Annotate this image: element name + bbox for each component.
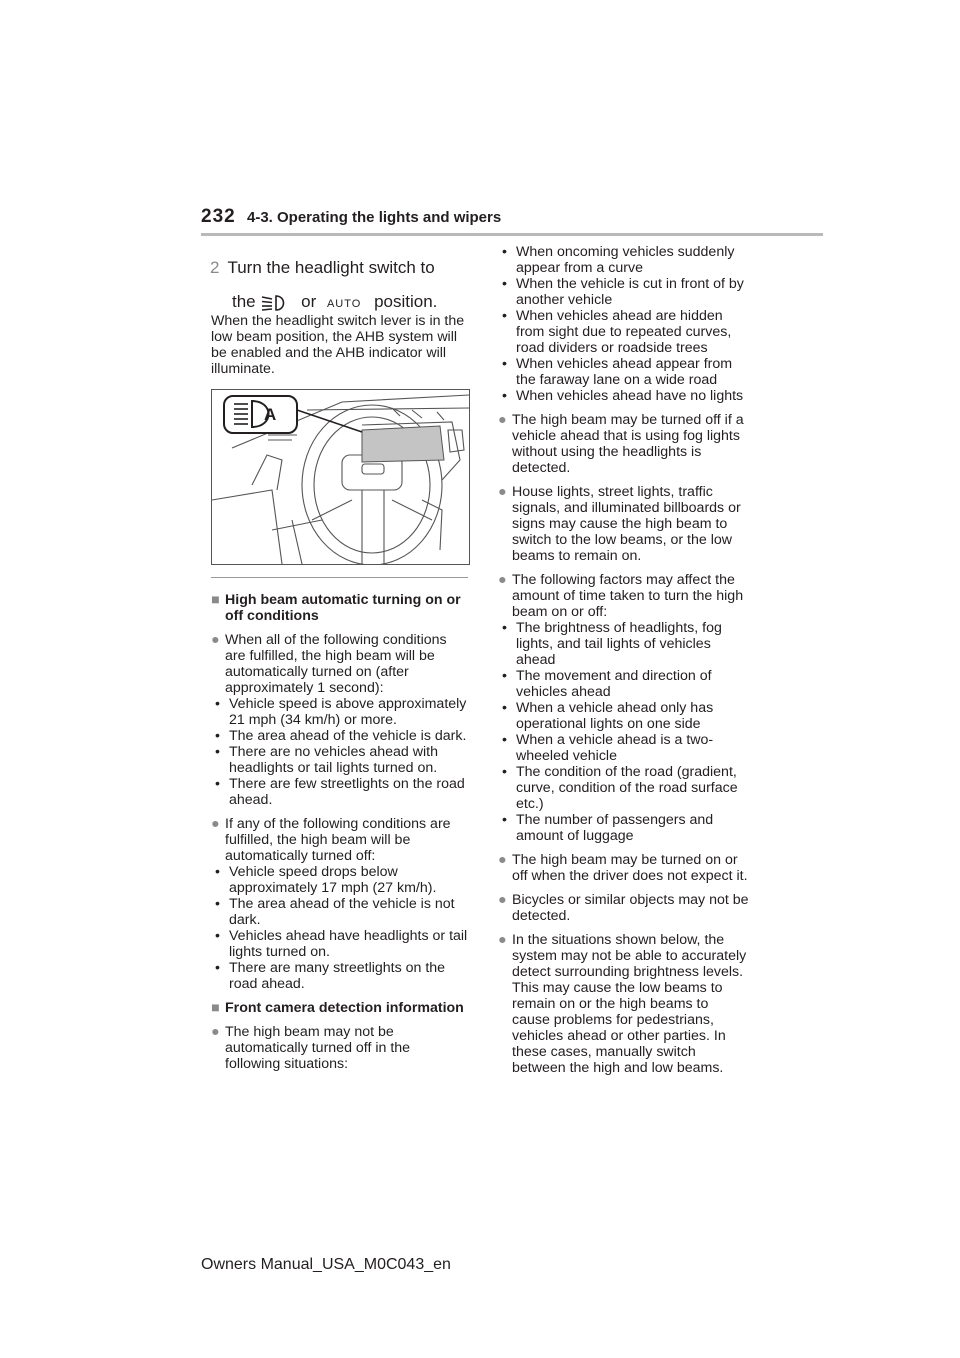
list-item: • There are few streetlights on the road ahead. <box>215 776 465 808</box>
step-text: Turn the headlight switch to <box>227 258 435 277</box>
list-item: • When oncoming vehicles suddenly appear from a curve <box>502 244 735 276</box>
list-item-text: There are many streetlights on the road ahead. <box>229 960 446 992</box>
list-item: • Vehicles ahead have headlights or tail lights turned on. <box>215 928 468 960</box>
step-position: position. <box>374 292 438 311</box>
list-item-text: When vehicles ahead appear from the faraway lane on a wide road <box>516 356 733 388</box>
list-item: • The condition of the road (gradient, curve, condition of the road surface etc.) <box>502 764 738 812</box>
list-item: • When a vehicle ahead is a two-wheeled vehicle <box>502 732 714 764</box>
bullet-situations: ● In the situations shown below, the system may not be able to accurately detect surrounding brightness levels. This may cause the low beams to remain on or the high beams to cause problems for pedestrians, vehicles ahead or other parties. In these cases, manually switch between the high and low beams. <box>498 932 747 1076</box>
list-item-text: Vehicle speed is above approximately 21 mph (34 km/h) or more. <box>229 696 467 728</box>
list-item-text: When oncoming vehicles suddenly appear from a curve <box>516 244 735 276</box>
bullet-factors: ● The following factors may affect the amount of time taken to turn the high beam on or off: <box>498 572 744 620</box>
bullet-text: When all of the following conditions are fulfilled, the high beam will be automatically turned on (after approximately 1 second): <box>225 632 447 696</box>
list-item-text: When a vehicle ahead is a two-wheeled vehicle <box>516 732 714 764</box>
list-item-text: The condition of the road (gradient, curve, condition of the road surface etc.) <box>516 764 738 812</box>
list-item: • There are many streetlights on the road ahead. <box>215 960 446 992</box>
list-item: • The number of passengers and amount of luggage <box>502 812 714 844</box>
list-item-text: There are no vehicles ahead with headlights or tail lights turned on. <box>229 744 438 776</box>
bullet-text: The high beam may not be automatically turned off in the following situations: <box>225 1024 411 1072</box>
bullet-text: The high beam may be turned off if a vehicle ahead that is using fog lights without using the headlights is detected. <box>512 412 744 476</box>
left-column <box>211 584 469 1072</box>
list-item: • Vehicle speed is above approximately 21 mph (34 km/h) or more. <box>215 696 467 728</box>
list-item: • The area ahead of the vehicle is dark. <box>215 728 467 744</box>
bullet-driver-expect: ● The high beam may be turned on or off when the driver does not expect it. <box>498 852 748 884</box>
list-item: • The area ahead of the vehicle is not dark. <box>215 896 455 928</box>
step-number: 2 <box>210 258 220 277</box>
list-item-text: The number of passengers and amount of luggage <box>516 812 714 844</box>
dashboard-illustration <box>211 389 470 565</box>
list-item-text: When the vehicle is cut in front of by another vehicle <box>516 276 744 308</box>
list-item: • There are no vehicles ahead with headlights or tail lights turned on. <box>215 744 438 776</box>
list-item: • The movement and direction of vehicles ahead <box>502 668 712 700</box>
list-item-text: The movement and direction of vehicles ahead <box>516 668 712 700</box>
right-column <box>498 244 750 1076</box>
low-beam-icon <box>260 294 290 312</box>
step-or: or <box>301 292 317 311</box>
callout-label: A <box>264 405 277 424</box>
list-item-text: The brightness of headlights, fog lights, and tail lights of vehicles ahead <box>516 620 722 668</box>
heading-text: Front camera detection information <box>225 1000 464 1016</box>
list-item-text: When vehicles ahead have no lights <box>516 388 744 404</box>
heading-text: High beam automatic turning on or off conditions <box>225 592 461 624</box>
bullet-turn-on: ● When all of the following conditions are fulfilled, the high beam will be automatically turned on (after approximately 1 second): <box>211 632 447 696</box>
list-item-text: When vehicles ahead are hidden from sight due to repeated curves, road dividers or roadside trees <box>516 308 732 356</box>
footer-manual-id: Owners Manual_USA_M0C043_en <box>201 1256 451 1273</box>
page-number: 232 <box>201 206 236 227</box>
bullet-text: If any of the following conditions are fulfilled, the high beam will be automatically turned off: <box>225 816 451 864</box>
bullet-text: Bicycles or similar objects may not be detected. <box>512 892 749 924</box>
section-title: 4-3. Operating the lights and wipers <box>247 209 502 226</box>
list-item: • Vehicle speed drops below approximately 17 mph (27 km/h). <box>215 864 437 896</box>
bullet-fog-lights: ● The high beam may be turned off if a vehicle ahead that is using fog lights without using the headlights is detected. <box>498 412 744 476</box>
list-item: • When the vehicle is cut in front of by another vehicle <box>502 276 744 308</box>
list-item-text: Vehicles ahead have headlights or tail lights turned on. <box>229 928 468 960</box>
step-the: the <box>232 292 256 311</box>
list-item: • When vehicles ahead have no lights <box>502 388 744 404</box>
list-item-text: There are few streetlights on the road ahead. <box>229 776 465 808</box>
figure-rule <box>211 577 468 578</box>
bullet-turn-off: ● If any of the following conditions are fulfilled, the high beam will be automatically turned off: <box>211 816 451 864</box>
bullet-text: The high beam may be turned on or off when the driver does not expect it. <box>512 852 748 884</box>
list-item: • When vehicles ahead are hidden from sight due to repeated curves, road dividers or roadside trees <box>502 308 732 356</box>
heading-auto-conditions: ■ High beam automatic turning on or off conditions <box>211 592 461 624</box>
list-item: • When a vehicle ahead only has operational lights on one side <box>502 700 714 732</box>
list-item-text: The area ahead of the vehicle is not dark. <box>229 896 455 928</box>
bullet-house-lights: ● House lights, street lights, traffic signals, and illuminated billboards or signs may cause the high beam to switch to the low beams, or the low beams to remain on. <box>498 484 741 564</box>
header-rule <box>201 233 823 236</box>
bullet-bicycles: ● Bicycles or similar objects may not be detected. <box>498 892 749 924</box>
list-item: • When vehicles ahead appear from the faraway lane on a wide road <box>502 356 733 388</box>
list-item: • The brightness of headlights, fog lights, and tail lights of vehicles ahead <box>502 620 722 668</box>
list-item-text: When a vehicle ahead only has operational lights on one side <box>516 700 714 732</box>
bullet-text: House lights, street lights, traffic signals, and illuminated billboards or signs may cause the high beam to switch to the low beams, or the low beams to remain on. <box>512 484 741 564</box>
intro-text: When the headlight switch lever is in the low beam position, the AHB system will be enabled and the AHB indicator will illuminate. <box>211 313 465 377</box>
bullet-text: In the situations shown below, the system may not be able to accurately detect surrounding brightness levels. This may cause the low beams to remain on or the high beams to cause problems for pedestrians, vehicles ahead or other parties. In these cases, manually switch between the high and low beams. <box>512 932 747 1076</box>
list-item-text: Vehicle speed drops below approximately 17 mph (27 km/h). <box>229 864 437 896</box>
list-item-text: The area ahead of the vehicle is dark. <box>229 728 467 744</box>
step-instruction <box>210 251 480 321</box>
heading-camera-detection: ■ Front camera detection information <box>211 1000 464 1016</box>
dashboard-drawing <box>212 390 469 564</box>
bullet-text: The following factors may affect the amount of time taken to turn the high beam on or off: <box>512 572 744 620</box>
bullet-not-turned-off: ● The high beam may not be automatically turned off in the following situations: <box>211 1024 411 1072</box>
auto-label: AUTO <box>326 298 362 310</box>
